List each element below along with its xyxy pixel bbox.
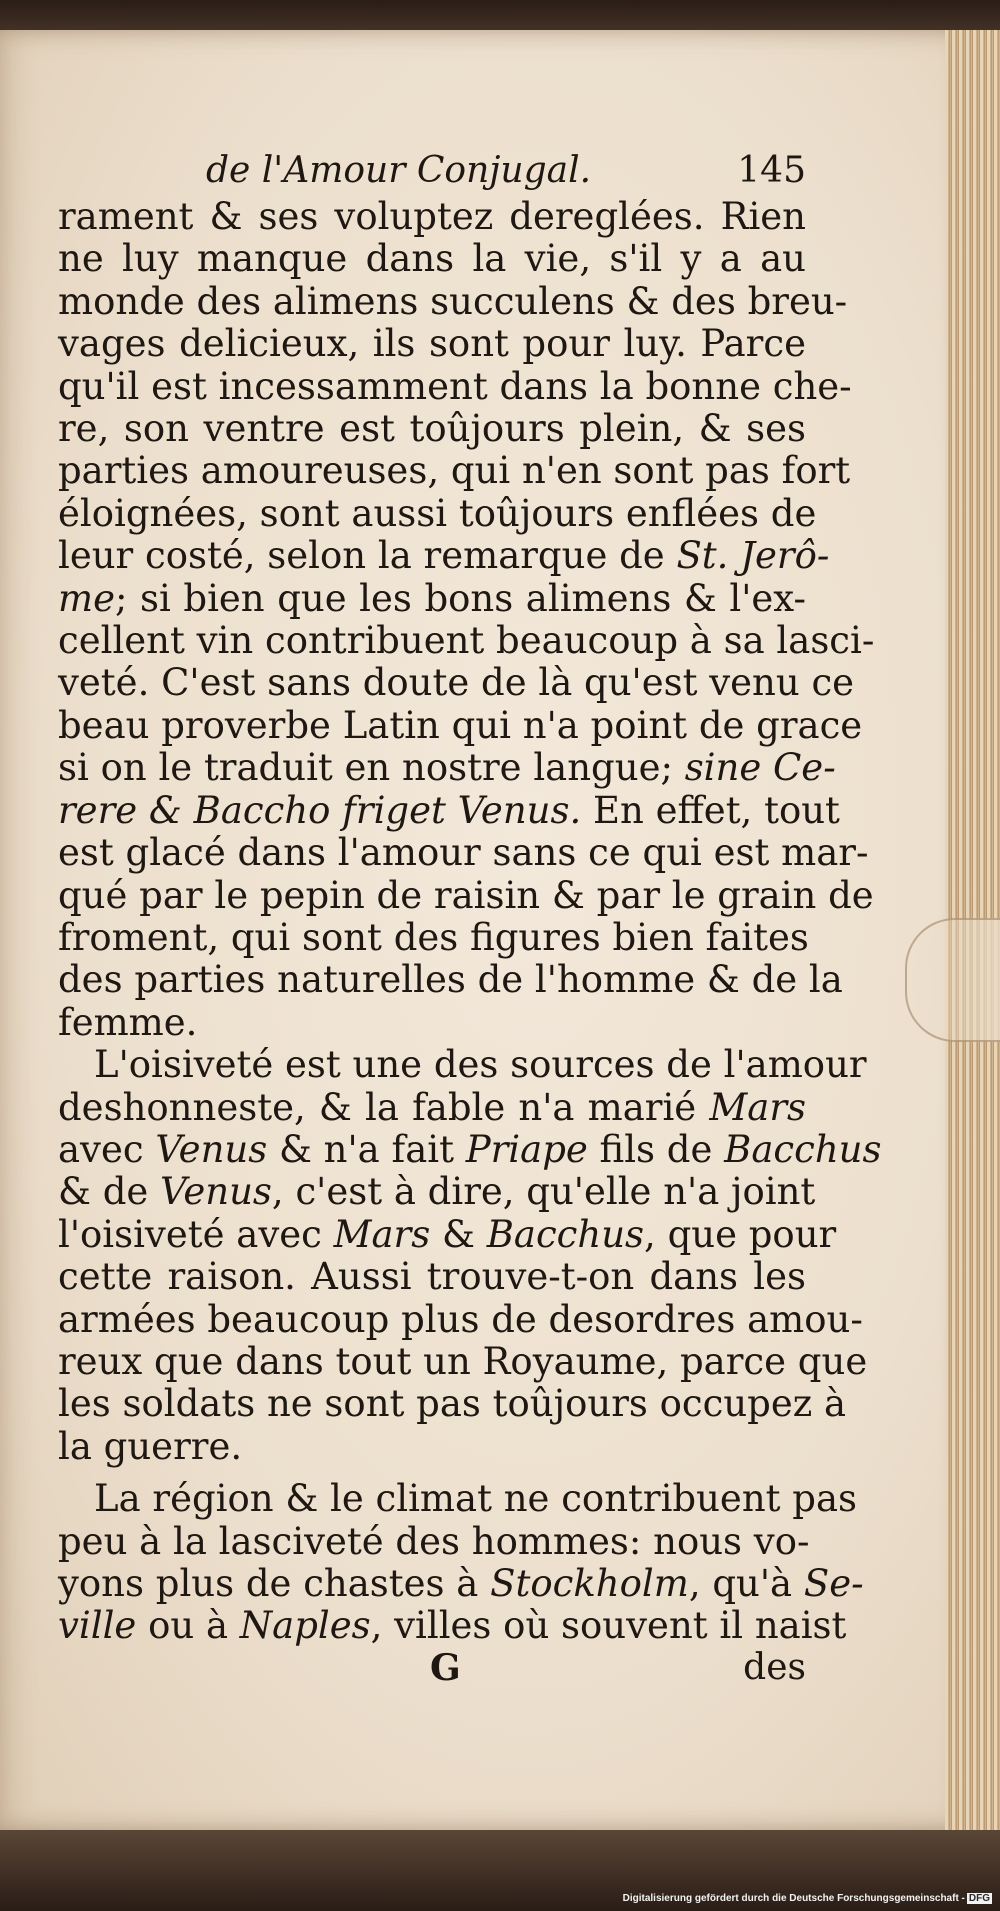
text-line: beau proverbe Latin qui n'a point de grace [58,703,863,747]
italic-run: Mars [709,1085,806,1129]
text-line: cellent vin contribuent beaucoup à sa lasci- [58,619,875,663]
italic-run: Stockholm [490,1562,689,1605]
italic-run: Bacchus [486,1212,645,1256]
text-line [58,1170,816,1214]
digitization-credit [623,1893,992,1904]
italic-run: Priape [465,1127,588,1171]
text-line: la guerre. [58,1424,243,1468]
text-line: est glacé dans l'amour sans ce qui est mar- [58,831,869,875]
text-line: froment, qui sont des figures bien faites [58,915,809,959]
italic-run: Venus [155,1127,268,1171]
text-line: re, son ventre est toûjours plein, & ses [58,407,806,451]
text-run: avec [58,1127,156,1171]
text-run: & n'a fait [267,1127,466,1171]
text-line [58,1212,837,1256]
text-line: cette raison. Aussi trouve-t-on dans les [58,1255,806,1299]
page-footer [58,1647,806,1691]
text-line: parties amoureuses, qui n'en sont pas fort [58,449,851,493]
text-line: veté. C'est sans doute de là qu'est venu ce [58,661,855,705]
text-line [58,746,836,790]
text-run: & de [58,1170,161,1214]
text-line: éloignées, sont aussi toûjours enflées de [58,491,817,535]
text-line [58,1604,847,1648]
text-line: qué par le pepin de raisin & par le grain de [58,873,874,917]
text-line [58,1087,806,1129]
italic-run: rere & Baccho friget Venus. [58,788,582,832]
text-run: En effet, tout [581,788,840,832]
text-run: leur costé, selon la remarque de [58,534,677,578]
text-line: qu'il est incessamment dans la bonne che- [58,364,852,408]
text-run: , qu'à [688,1562,804,1605]
text-line [58,1562,864,1605]
page-clasp [905,918,1000,1042]
text-line: femme. [58,1000,198,1044]
body-text [58,152,882,1648]
text-run: fils de [587,1127,725,1171]
catchword: des [743,1647,806,1688]
italic-run: Venus [160,1170,272,1214]
text-line: vages delicieux, ils sont pour luy. Parce [58,322,806,366]
text-line [58,534,830,578]
text-line: reux que dans tout un Royaume, parce que [58,1339,868,1383]
text-line: monde des alimens succulens & des breu- [58,279,848,323]
text-run: ou à [136,1604,240,1648]
dfg-logo: DFG [968,1893,990,1904]
text-line [58,1127,882,1171]
italic-run: Naples [239,1604,371,1648]
text-run: , que pour [644,1212,837,1256]
text-line: peu à la lasciveté des hommes: nous vo- [58,1519,810,1563]
page-number: 145 [737,150,806,191]
text-line: ne luy manque dans la vie, s'il y a au [58,237,806,281]
paragraph-start-line: L'oisiveté est une des sources de l'amour [94,1043,867,1087]
italic-run: Bacchus [724,1127,882,1171]
text-run: & [430,1212,487,1256]
text-line: les soldats ne sont pas toûjours occupez à [58,1382,847,1426]
text-run: ; si bien que les bons alimens & l'ex- [114,576,806,620]
italic-run: sine Ce- [684,746,836,790]
text-run: yons plus de chastes à [58,1562,491,1605]
text-line [58,788,840,832]
paragraph-start-line: La région & le climat ne contribuent pas [94,1477,858,1521]
credit-text: Digitalisierung gefördert durch die Deutsche Forschungsgemeinschaft - [622,1893,965,1904]
italic-run: me [58,576,115,620]
italic-run: St. Jerô- [676,534,830,578]
italic-run: ville [58,1604,137,1648]
text-run: l'oisiveté avec [58,1212,334,1256]
text-run: , villes où souvent il naist [370,1604,847,1648]
text-line: des parties naturelles de l'homme & de la [58,958,843,1002]
signature-mark: G [430,1647,461,1689]
text-run: si on le traduit en nostre langue; [58,746,685,790]
italic-run: Se- [803,1562,864,1605]
text-line: rament & ses voluptez dereglées. Rien [58,195,806,238]
text-line: armées beaucoup plus de desordres amou- [58,1297,863,1341]
text-run: deshonneste, & la fable n'a marié [58,1085,710,1129]
italic-run: Mars [333,1212,431,1256]
text-line [58,578,806,620]
text-run: , c'est à dire, qu'elle n'a joint [271,1170,816,1214]
running-title: de l'Amour Conjugal. [206,150,592,191]
